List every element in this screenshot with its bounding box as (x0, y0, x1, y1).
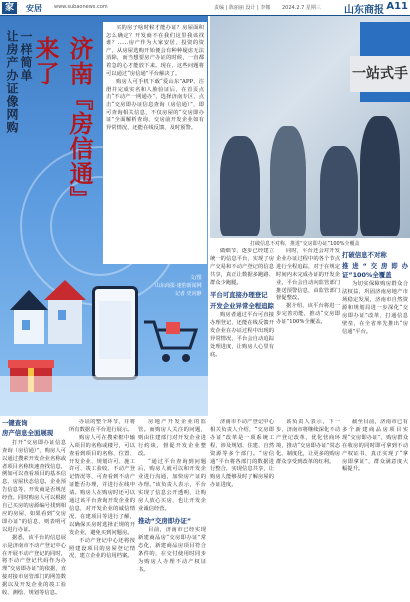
houses-icon (8, 278, 88, 350)
smartphone-icon (92, 286, 138, 380)
header-url: www.subaonews.com (54, 4, 108, 10)
subhead: 房产信息全面展现 (2, 429, 54, 438)
photo-banner-text: 一站式手 (350, 56, 410, 92)
paragraph: 据悉，该平台的信息展示是济南市不动产登记中心在开展不动产登记的同时，将不动产登记代码作为办理“交房即办证”的依据，直接对接市房管部门的网签数据以及开发企业的竣工验收、测绘、规划等信息。 (2, 534, 66, 597)
subhead: 平台可直接办理登记 (210, 290, 268, 299)
subheadline-line2: 一样简单 (19, 30, 33, 82)
article-column (276, 248, 340, 417)
article-column (342, 419, 408, 600)
subhead: 推动“交房即办证” (138, 516, 192, 525)
section-name: 安居 (26, 3, 42, 13)
page-header (0, 0, 410, 16)
platform-disc (0, 376, 208, 416)
byline (155, 274, 202, 298)
article-column (276, 419, 340, 600)
paragraph: 打开“交房即办证信息查询（房信通）”，购房人可以通过搜索开发企业名称或者项目名称快速查找信息，例如可以查看项目的基本信息、房屋状态信息，企业预告信息等，开发商是否规范经营。同时购房人可以根据自己买房的房源编号找到相应的房屋，如果看到“交房即办证”的信息，则表明可以进行办证。 (2, 439, 66, 533)
photo-caption: 打破信息不对称，推进“交房即办证”100%全覆盖 (250, 241, 360, 247)
paragraph: 购房者通过平台可直接办理登记，还能在线反馈开发企业在办证过程中出现的异常情况，平台会自动追踪处理进度，让购房人心里有底。 (210, 312, 274, 358)
paragraph: 做细节，逐步已经建立统一的信息平台，实现了房产交易和不动产登记的信息共享，真正让数据多跑路、群众少跑腿。 (210, 248, 274, 286)
paragraph: 房地产开发企业的监管。而购房人关注的问题，则由住建部门对开发企业进行约谈，督促开发企业整改。 (138, 419, 206, 457)
paragraph: 该负责人表示，下一步，济南市将继续深化不动产登记改革，优化营商环境，推动“交房即办证”常态化、制度化，让更多的购房群众享受到改革的红利。 (276, 419, 340, 465)
paragraph: “通过平台查询到问题后，购房人就可以和开发企业进行沟通，加快房产证的办理。”该负责人表示，平台实现了信息公开透明，让购房人放心买房，也让开发企业诚信经营。 (138, 458, 206, 512)
news-photo (210, 16, 410, 238)
paragraph: 目前，济南市已经实现新建商品房“交房即办证”常态化，新建商品房项目符合条件的，在交付使用时同步为购房人办理不动产权证书。 (138, 527, 206, 573)
paragraph: 据介绍，该平台将进一步完善功能，推动“交房即办证”100%全覆盖。 (276, 303, 340, 326)
subheadline-line1: 让房产办证像网购 (5, 30, 19, 134)
article-column (69, 419, 135, 600)
intro-box (103, 22, 207, 264)
person-figure (220, 136, 260, 236)
header-date: 2024.2.7 星期三 (282, 5, 321, 11)
article-column (138, 419, 206, 600)
paragraph: 为切实保障购房群众合法权益，巩固济南房地产市场稳定发展，济南市自然资源和规划局进一步深化“交房即办证”改革，打通信息壁垒，在全省率先推出“房信通”平台。 (342, 281, 408, 335)
headline-line2: 来了 (31, 36, 59, 86)
person-figure (360, 116, 400, 236)
paragraph: 截至目前，济南市已有多个新建商品房项目实现“交房即办证”，购房群众在收房的同时即可拿到不动产权证书，真正实现了“拿房即拿证”，群众满意度大幅提升。 (342, 419, 408, 473)
byline-reporter: 记者 史向静 (175, 291, 202, 297)
hero-illustration (0, 16, 208, 416)
subhead: 推进“交房即办证”100%全覆盖 (342, 262, 408, 279)
article-column (2, 419, 66, 600)
header-editors: 责编 | 陈丽丽 设计 | 李娜 (214, 5, 271, 11)
paragraph: 购房人可在搜索框中输入项目的名称或楼号，可以查看到项目的名称、位置、开发企业、规划许可、施工许可、竣工验收、不动产登记情况等，可查看到不动产证能否办理，并进行在线申请。购房人在购房时还可以通过该平台查询开发企业的信息，对开发企业的诚信情况、在建项目等进行了解，以确保买房时选择正规的开发企业，避免买到问题房。 (69, 434, 135, 536)
subhead: 开发企业异常全程追踪 (210, 301, 274, 310)
person-figure (270, 126, 306, 236)
cart-icon (140, 316, 200, 366)
subhead: 打破信息不对称 (342, 251, 387, 259)
newspaper-name: 山东商报 (344, 5, 384, 16)
person-figure (320, 146, 358, 236)
byline-type: 文/图 (189, 275, 202, 281)
byline-org: 山东商报·速豹新闻网 (155, 283, 202, 289)
paragraph: 不动产登记中心还将按照建设项目的房屋登记情况，建立企业的信用档案。 (69, 537, 135, 560)
intro-paragraph: 买的房子啥时候才能办证？房屋面积怎么确定？开发商不在我们这里我该找谁？……房产作为大家安居、投资的资产，从房屋选购开始便会有种种疑虑无法消除，而当想要房产办证的时候，一直都着急的心才能放下来。现在，这些问题将可以通过“房信通”平台解决了。 (106, 25, 204, 77)
article-column (210, 248, 274, 417)
section-tag: 家 (2, 2, 17, 14)
page-number: A11 (386, 1, 408, 12)
paragraph: 办证的整个环节，并将所有数据在平台进行展示。 (69, 419, 135, 433)
article-column (210, 419, 274, 600)
article-column (342, 248, 408, 417)
headline-line1: 济南『房信通』 (65, 36, 93, 211)
subhead: 一键查询 (2, 419, 28, 427)
intro-paragraph: 购房人可手机下载“爱山东”APP，注册并完成实名和人脸验证后，在首页点击“不动产一网通办”，选择济南专区，点击“交房即办证信息查询（房信通）”，即可查询相关信息，不仅房屋的“交房即办证”全面解析查询，交房前开发企业如有异常情况，还能在线反馈，及时预警。 (106, 79, 204, 131)
paragraph: 济南市不动产登记中心相关负责人介绍，“交房即办证”改革是一项系统工程，涉及规划、住建、自然资源等多个部门。“房信通”平台将各部门的数据进行整合，实现信息共享，让购房人能够及时了解房屋的办证进度。 (210, 419, 274, 489)
paragraph: 同时，平台还会对开发企业办证过程中的各个节点进行全程追踪，对于在规定时间内未完成办证的开发企业，平台会自动向监管部门推送预警信息，由监管部门督促整改。 (276, 248, 340, 302)
